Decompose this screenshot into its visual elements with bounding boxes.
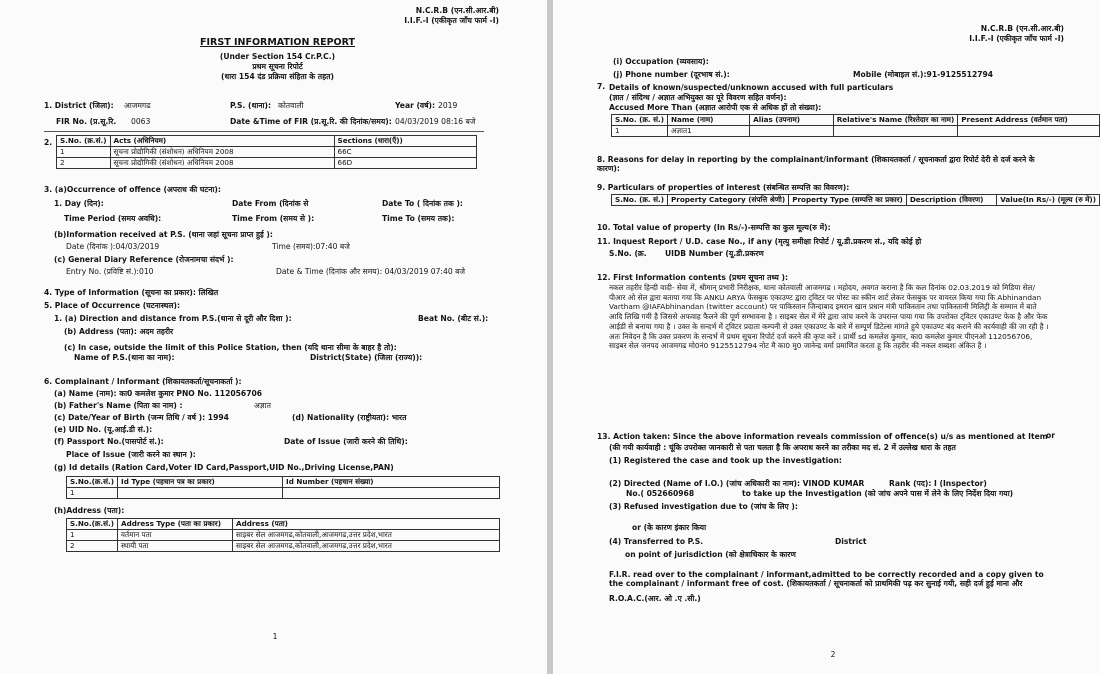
col-sno: S.No.(क्र.सं.) (67, 519, 118, 530)
take-up-investigation: to take up the Investigation (को जांच अपने पास में लेने के लिए निर्देश दिया गया) (742, 489, 1014, 498)
action-taken-label: 13. Action taken: Since the above information reveals commission of offence(s) u/s as mentioned at Item (597, 432, 1048, 441)
place-of-occurrence-label: 5. Place of Occurrence (घटनास्थल): (44, 301, 181, 310)
ps-label: P.S. (थाना): (230, 101, 272, 110)
row-sno: 2 (57, 158, 111, 169)
inquest-sno: S.No. (क्र. (609, 249, 647, 258)
col-relative: Relative's Name (रिश्तेदार का नाम) (833, 115, 958, 126)
place-of-issue-label: Place of Issue (जारी करने का स्थान ): (66, 450, 196, 459)
date-to-label: Date To ( दिनांक तक ): (382, 199, 463, 208)
jurisdiction: on point of jurisdiction (को क्षेत्राधिकार के कारण (625, 550, 796, 559)
table-row (67, 541, 500, 552)
ps-name-label: Name of P.S.(थाना का नाम): (74, 353, 175, 362)
row-address: साइबर सेल आजमगढ,कोतवाली,आजमगढ,उत्तर प्रदेश,भारत (233, 530, 500, 541)
page-number: 2 (830, 650, 836, 659)
complainant-name: (a) Name (नाम): का0 कमलेश कुमार PNO No. 112056706 (54, 389, 263, 398)
date-of-birth: (c) Date/Year of Birth (जन्म तिथि / वर्ष ): 1994 (54, 413, 229, 422)
info-received-date: Date (दिनांक ):04/03/2019 (66, 242, 160, 251)
year-value: 2019 (438, 101, 458, 110)
accused-table (611, 114, 1100, 137)
refused-or: or (के कारण इंकार किया (632, 523, 707, 532)
row-sno: 1 (67, 530, 118, 541)
row-name: अज्ञात1 (668, 126, 750, 137)
address-label: (h)Address (पता): (54, 506, 125, 515)
row-address-type: वर्तमान पता (118, 530, 233, 541)
report-title: FIRST INFORMATION REPORT (200, 37, 355, 48)
row-sno: 1 (57, 147, 111, 158)
address-table (66, 518, 500, 552)
transferred-district: District (835, 537, 867, 546)
col-property-category: Property Category (संपत्ति श्रेणी) (668, 195, 789, 206)
col-property-type: Property Type (सम्पत्ति का प्रकार) (789, 195, 907, 206)
accused-more-than: Accused More Than (अज्ञात आरोपी एक से अधिक हों तो संख्या): (609, 103, 822, 112)
row-act: सूचना प्रोद्यौगिकी (संशोधन) अधिनियम 2008 (110, 158, 334, 169)
col-sections: Sections (धारा(एँ)) (334, 136, 476, 147)
entry-date-time: Date & Time (दिनांक और समय): 04/03/2019 07:40 बजे (276, 267, 466, 276)
col-sno: S.No. (क्र.सं.) (57, 136, 111, 147)
refused-investigation: (3) Refused investigation due to (जांच के लिए ): (609, 502, 798, 511)
total-property-value: 10. Total value of property (In Rs/-)-सम्पत्ति का कुल मूल्य(रु में): (597, 223, 831, 232)
page-number: 1 (272, 632, 278, 641)
table-row (67, 530, 500, 541)
row-sno: 2 (67, 541, 118, 552)
report-subtitle: (Under Section 154 Cr.P.C.) (219, 52, 336, 61)
fir-date-value: 04/03/2019 08:16 बजे (395, 117, 476, 126)
col-alias: Alias (उपनाम) (750, 115, 834, 126)
fir-read-over: F.I.R. read over to the complainant / informant,admitted to be correctly recorded and a copy given to the complainant / informant free of cost. (शिकायतकर्ता / सूचनाकर्ता को प्राथमिकी पढ़ कर सुनाई गयी, सही दर्ज हुई माना और (609, 570, 1044, 588)
outside-limit-label: (c) In case, outside the limit of this Police Station, then (यदि थाना सीमा के बाहर है तो): (64, 343, 397, 352)
date-of-issue-label: Date of Issue (जारी करने की तिथि): (284, 437, 408, 446)
general-diary-label: (c) General Diary Reference (रोजनामचा संदर्भ ): (54, 255, 234, 264)
complainant-label: 6. Complainant / Informant (शिकायतकर्ता/सूचनाकर्ता ): (44, 377, 242, 386)
row-id-type (118, 488, 283, 499)
ncrb-header: N.C.R.B (एन.सी.आर.बी) (415, 6, 499, 15)
properties-table-header (612, 195, 1100, 206)
row-sno: 1 (612, 126, 668, 137)
iif-header: I.I.F.-I (एकीकृत जाँच फार्म -I) (404, 16, 499, 25)
col-address-type: Address Type (पता का प्रकार) (118, 519, 233, 530)
row-section: 66C (334, 147, 476, 158)
col-name: Name (नाम) (668, 115, 750, 126)
district-state-label: District(State) (जिला (राज्य)): (310, 353, 423, 362)
fir-page-2 (553, 0, 1100, 674)
uid-no-label: (e) UID No. (यू.आई.डी सं.): (54, 425, 153, 434)
first-information-label: 12. First Information contents (प्रथम सूचना तथ्य ): (597, 273, 788, 282)
row-sno: 1 (67, 488, 118, 499)
accused-details-label: Details of known/suspected/unknown accused with full particulars (609, 83, 894, 92)
direction-distance-label: 1. (a) Direction and distance from P.S.(थाना से दूरी और दिशा ): (54, 314, 292, 323)
row-relative (833, 126, 958, 137)
row-address (958, 126, 1100, 137)
directed-io: (2) Directed (Name of I.O.) (जांच अधिकारी का नाम): VINOD KUMAR (609, 479, 865, 488)
io-rank: Rank (पद): I (Inspector) (889, 479, 987, 488)
phone-label: (j) Phone number (दूरभाष सं.): (613, 70, 730, 79)
acts-table-header (57, 136, 477, 147)
fir-page-1 (0, 0, 547, 674)
udib-number: UIDB Number (यू.डी.प्रकरण (665, 249, 764, 258)
col-description: Description (विवरण) (906, 195, 996, 206)
col-id-type: Id Type (पहचान पत्र का प्रकार) (118, 477, 283, 488)
beat-no-label: Beat No. (बीट सं.): (418, 314, 489, 323)
col-value: Value(In Rs/-) (मूल्य (रु में)) (997, 195, 1100, 206)
io-number: No.( 052660968 (626, 489, 695, 498)
row-act: सूचना प्रोद्यौगिकी (संशोधन) अधिनियम 2008 (110, 147, 334, 158)
first-information-content: नकल तहरीर हिन्दी वादी- सेवा में, श्रीमान् प्रभारी निरीक्षक, थाना कोतवाली आजमगढ । महोदय, अवगत कराना है कि कल दिनांक 02.03.2019 को मिडिया सेल/पीआर ओ सेल द्वारा बताया गया कि ANKU ARYA फेसबुक एकाउण्ट द्वारा ट्विटर पर पोस्ट का स्कीन शार्ट लेकर फेसबुक पर वायरल किया गया कि Abhinandan Vartham @IAFAbhinandan (twitter account) पर पाकिस्तान जिन्दाबाद इमरान खान प्रधान मंत्री पाकिस्तान तथा पाकिस्तानी मिलिट्री के सम्मान में बाते आदि लिखि गयी है जिससे अफवाह फैलने की पूर्ण सम्भावना है । साइबर सेल में मेरे द्वारा जांच करने के उपरान्त पाया गया कि उपरोक्त ट्विटर एकाउण्ट फेक है और फेक आईडी से बनाया गया है । उक्त के सन्दर्भ में ट्विटर प्रदाता कम्पनी से उक्त एकाउण्ट के बारे में सम्पूर्ण डिटेल्स मांगते हुये एकाउण्ट बंद कराने की कार्यवाही की जा रही है । अतः निवेदन है कि उक्त प्रकरण के सन्दर्भ में प्रथम सूचना रिपोर्ट दर्ज करने की कृपा करें । प्रार्थी sd कमलेश कुमार, का0 कमलेश कुमार पीएनओ 112056706, साइबर सेल जनपद आजमगढ मो0नं0 9125512794 नोट मै का0 मु0 जानेन्द्र वर्मा प्रमाणित करता हू कि तहरीर की नकल शब्दशः अंकित है । (609, 283, 1049, 351)
col-sno: S.No.(क्र.सं.) (67, 477, 118, 488)
col-address: Address (पता) (233, 519, 500, 530)
or-label: or (1046, 431, 1055, 440)
district-value: आजमगढ (124, 101, 151, 110)
row-section: 66D (334, 158, 476, 169)
father-name-label: (b) Father's Name (पिता का नाम) : (54, 401, 183, 410)
report-subtitle-section: (धारा 154 दंड प्रक्रिया संहिता के तहत) (221, 72, 334, 81)
fir-no-value: 0063 (131, 117, 151, 126)
year-label: Year (वर्ष): (395, 101, 436, 110)
report-subtitle-hindi: प्रथम सूचना रिपोर्ट (252, 62, 303, 71)
inquest-report-label: 11. Inquest Report / U.D. case No., if any (मृत्यु समीक्षा रिपोर्ट / यू.डी.प्रकरण सं., यदि कोई हो (597, 237, 922, 246)
table-row (57, 158, 477, 169)
info-received-time: Time (समय):07:40 बजे (272, 242, 350, 251)
accused-details-hindi: (ज्ञात / संदिग्ध / अज्ञात अभियुक्त का पूरे विवरण सहित वर्णन): (609, 93, 787, 102)
col-acts: Acts (अधिनियम) (110, 136, 334, 147)
col-sno: S.No. (क्र. सं.) (612, 115, 668, 126)
address-table-header (67, 519, 500, 530)
fir-no-label: FIR No. (प्र.सू.रि. (56, 117, 117, 126)
fir-date-label: Date &Time of FIR (प्र.सू.रि. की दिनांक/समय): (230, 117, 392, 126)
divider (44, 131, 484, 132)
properties-table (611, 194, 1100, 206)
occurrence-address: (b) Address (पता): अदम तहरीर (64, 327, 174, 336)
acts-table (56, 135, 477, 169)
row-id-number (283, 488, 500, 499)
table-row (612, 126, 1100, 137)
id-details-table (66, 476, 500, 499)
row-address-type: स्थायी पता (118, 541, 233, 552)
col-id-number: Id Number (पहचान संख्या) (283, 477, 500, 488)
mobile-number: Mobile (मोबाइल सं.):91-9125512794 (853, 70, 994, 79)
time-from-label: Time From (समय से ): (232, 214, 315, 223)
row-alias (750, 126, 834, 137)
table-row (57, 147, 477, 158)
acts-section-number: 2. (44, 138, 53, 147)
time-to-label: Time To (समय तक): (382, 214, 455, 223)
day-label: 1. Day (दिन): (54, 199, 104, 208)
id-details-label: (g) Id details (Ration Card,Voter ID Card,Passport,UID No.,Driving License,PAN) (54, 463, 394, 472)
district-label: 1. District (जिला): (44, 101, 114, 110)
col-sno: S.No. (क्र. सं.) (612, 195, 668, 206)
ncrb-header: N.C.R.B (एन.सी.आर.बी) (980, 24, 1064, 33)
time-period-label: Time Period (समय अवधि): (64, 214, 162, 223)
iif-header: I.I.F.-I (एकीकृत जाँच फार्म -I) (969, 34, 1064, 43)
nationality: (d) Nationality (राष्ट्रीयता): भारत (292, 413, 407, 422)
action-taken-hindi: (की गयी कार्यवाही : चूंकि उपरोक्त जानकारी से पता चलता है कि अपराध करने का तरीका मद सं. 2 में उल्लेख धारा के तहत (609, 443, 956, 452)
registered-case: (1) Registered the case and took up the investigation: (609, 456, 842, 465)
id-table-header (67, 477, 500, 488)
passport-no-label: (f) Passport No.(पासपोर्ट सं.): (54, 437, 164, 446)
type-of-information: 4. Type of Information (सूचना का प्रकार): लिखित (44, 288, 219, 297)
occurrence-label: 3. (a)Occurrence of offence (अपराध की घटना): (44, 185, 221, 194)
father-name-value: अज्ञात (254, 401, 271, 410)
occupation-label: (i) Occupation (व्यवसाय): (613, 57, 709, 66)
accused-section-number: 7. (597, 82, 606, 91)
delay-reasons: 8. Reasons for delay in reporting by the complainant/informant (शिकायतकर्ता / सूचनाकर्ता द्वारा रिपोर्ट देरी से दर्ज करने के कारण): (597, 155, 1035, 173)
date-from-label: Date From (दिनांक से (232, 199, 309, 208)
row-address: साइबर सेल आजमगढ,कोतवाली,आजमगढ,उत्तर प्रदेश,भारत (233, 541, 500, 552)
properties-label: 9. Particulars of properties of interest (संबन्धित सम्पत्ति का विवरण): (597, 183, 850, 192)
transferred-to-ps: (4) Transferred to P.S. (609, 537, 704, 546)
info-received-label: (b)Information received at P.S. (थाना जहां सूचना प्राप्त हुई ): (54, 230, 273, 239)
entry-no: Entry No. (प्रविष्टि सं.):010 (66, 267, 154, 276)
roac: R.O.A.C.(आर. ओ .ए .सी.) (609, 594, 701, 603)
accused-table-header (612, 115, 1100, 126)
table-row (67, 488, 500, 499)
ps-value: कोतवाली (278, 101, 304, 110)
col-present-address: Present Address (वर्तमान पता) (958, 115, 1100, 126)
